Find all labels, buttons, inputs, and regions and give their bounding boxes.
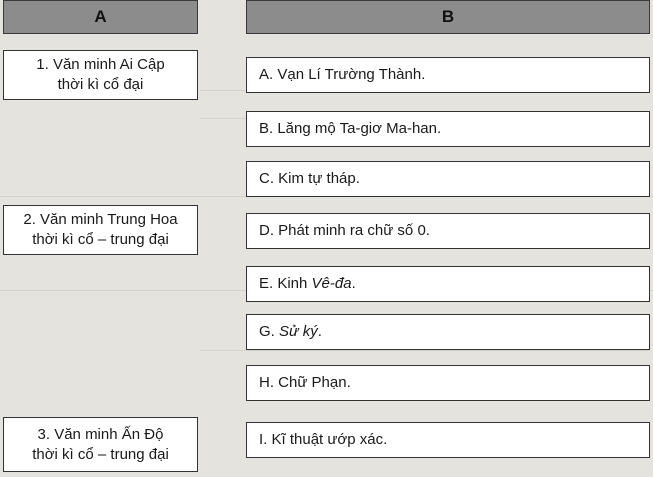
column-a-item-1[interactable] bbox=[3, 50, 198, 100]
option-g-italic: Sử ký bbox=[279, 323, 318, 340]
option-b-prefix: B. bbox=[259, 120, 278, 137]
column-b-item-a[interactable] bbox=[246, 57, 650, 93]
option-g-suffix: . bbox=[317, 323, 322, 340]
column-b-item-d[interactable] bbox=[246, 213, 650, 249]
option-b-text: Lăng mộ Ta-giơ Ma-han. bbox=[277, 120, 442, 137]
column-a-item-3[interactable] bbox=[3, 417, 198, 472]
column-b-header bbox=[246, 0, 650, 34]
column-a-item-3-text: 3. Văn minh Ấn Độ thời kì cổ – trung đại bbox=[32, 425, 169, 463]
option-e-text: Kinh bbox=[277, 275, 312, 292]
column-a-item-2-text: 2. Văn minh Trung Hoa thời kì cổ – trung đại bbox=[23, 211, 178, 248]
column-b-item-e[interactable] bbox=[246, 266, 650, 302]
option-d-text: Phát minh ra chữ số 0. bbox=[278, 222, 430, 239]
column-a-header-label: A bbox=[94, 7, 107, 26]
column-a-item-2[interactable] bbox=[3, 205, 198, 255]
option-e-prefix: E. bbox=[259, 275, 278, 292]
option-i-prefix: I. bbox=[259, 431, 272, 448]
option-a-text: Vạn Lí Trường Thành. bbox=[277, 66, 426, 83]
option-e-suffix: . bbox=[351, 275, 356, 292]
option-c-text: Kim tự tháp. bbox=[278, 170, 360, 187]
option-h-prefix: H. bbox=[259, 374, 279, 391]
option-a-prefix: A. bbox=[259, 66, 278, 83]
option-c-prefix: C. bbox=[259, 170, 279, 187]
option-d-prefix: D. bbox=[259, 222, 279, 239]
option-i-text: Kĩ thuật ướp xác. bbox=[271, 431, 388, 448]
column-b-header-label: B bbox=[441, 7, 455, 26]
column-b-item-i[interactable] bbox=[246, 422, 650, 458]
column-b-item-g[interactable] bbox=[246, 314, 650, 350]
option-h-text: Chữ Phạn. bbox=[278, 374, 351, 391]
ghost-line bbox=[200, 350, 650, 351]
column-a-header bbox=[3, 0, 198, 34]
column-b-item-h[interactable] bbox=[246, 365, 650, 401]
option-g-prefix: G. bbox=[259, 323, 280, 340]
column-b-item-b[interactable] bbox=[246, 111, 650, 147]
column-a-item-1-text: 1. Văn minh Ai Cập thời kì cổ đại bbox=[36, 56, 165, 93]
column-b-item-c[interactable] bbox=[246, 161, 650, 197]
option-e-italic: Vê-đa bbox=[311, 275, 352, 292]
